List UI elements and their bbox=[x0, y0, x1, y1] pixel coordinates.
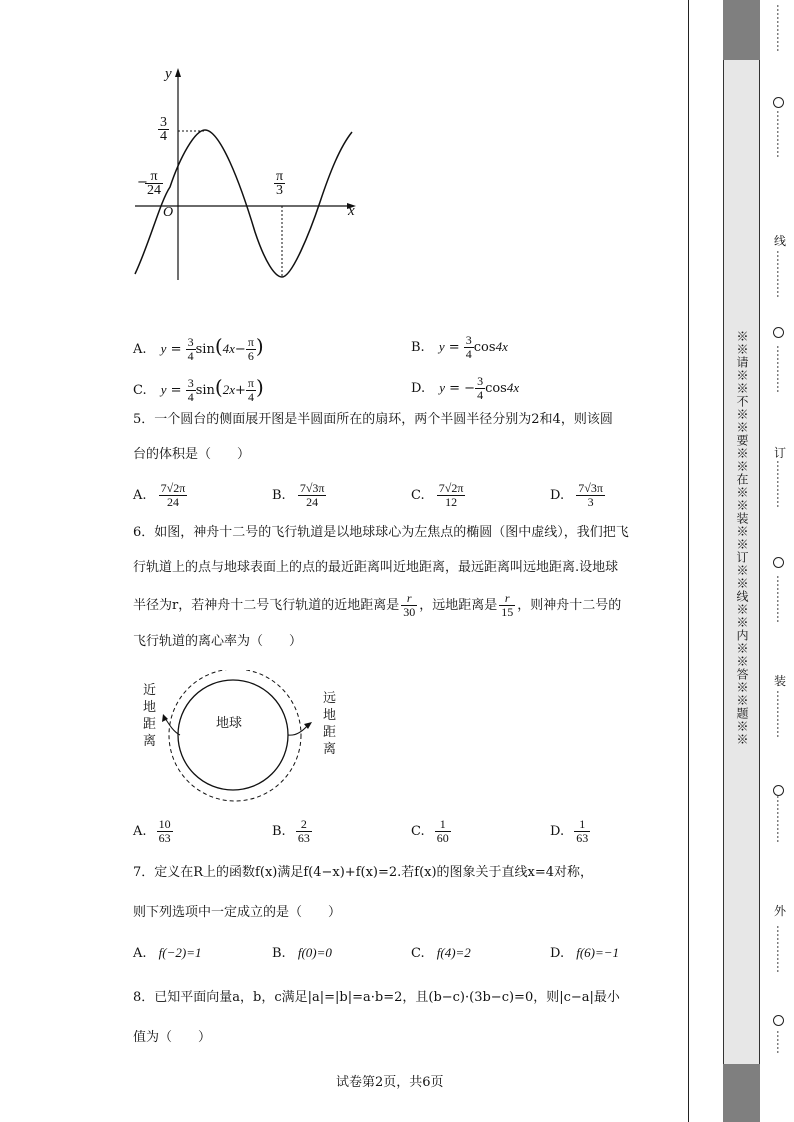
q7-line2: 则下列选项中一定成立的是（ ） bbox=[133, 905, 342, 920]
page-footer: 试卷第2页，共6页 bbox=[336, 1075, 444, 1090]
q7-line1: 7．定义在R上的函数f(x)满足f(4−x)+f(x)=2.若f(x)的图象关于直线x=4对称， bbox=[133, 865, 594, 880]
q4-option-a[interactable]: A. y = $\frac{3}{4}$ sin(4x− $\frac{\pi}{6}$ ) bbox=[133, 334, 264, 363]
q7-option-a[interactable]: A. f(−2)=1 bbox=[133, 945, 202, 961]
q6-line1: 6．如图，神舟十二号的飞行轨道是以地球球心为左焦点的椭圆（图中虚线），我们把飞 bbox=[133, 525, 629, 540]
binding-mark-bind: 装 bbox=[774, 674, 787, 688]
binding-border bbox=[688, 0, 689, 1122]
q5-option-c[interactable]: C. $\frac{7√2\pi}{12}$ bbox=[411, 481, 464, 509]
far-arrow bbox=[288, 725, 308, 735]
q6-line3: 半径为r，若神舟十二号飞行轨道的近地距离是 $\frac{r}{30}$ ，远地距离是 $\frac{r}{15}$ ，则神舟十二号的 bbox=[133, 591, 622, 619]
q8-line1: 8．已知平面向量a，b，c满足|a|=|b|=a·b=2，且(b−c)·(3b−c)=0，则|c−a|最小 bbox=[133, 990, 620, 1005]
binding-ring-1 bbox=[773, 97, 784, 108]
q6-line4: 飞行轨道的离心率为（ ） bbox=[133, 634, 303, 649]
q7-option-d[interactable]: D. f(6)=−1 bbox=[550, 945, 620, 961]
x-axis-label: x bbox=[348, 203, 355, 219]
sine-curve bbox=[135, 130, 352, 277]
origin-label: O bbox=[163, 205, 174, 220]
orbit-diagram bbox=[130, 670, 350, 810]
q7-option-b[interactable]: B. f(0)=0 bbox=[272, 945, 332, 961]
binding-dots: ………… ………… ………… ………… ………… ………… ………… ………… ………… …… bbox=[774, 4, 788, 1054]
near-distance-label: 近地距离 bbox=[143, 683, 157, 749]
q5-option-d[interactable]: D. $\frac{7√3\pi}{3}$ bbox=[550, 481, 603, 509]
binding-mark-outer: 外 bbox=[774, 904, 787, 918]
q5-line1: 5．一个圆台的侧面展开图是半圆面所在的扇环，两个半圆半径分别为2和4，则该圆 bbox=[133, 412, 613, 427]
q6-option-a[interactable]: A. $\frac{10}{63}$ bbox=[133, 817, 171, 845]
earth-label: 地球 bbox=[216, 716, 243, 731]
q8-line2: 值为（ ） bbox=[133, 1030, 212, 1045]
neg-tick-sign: − bbox=[137, 175, 148, 190]
orbit-ellipse bbox=[169, 670, 301, 801]
binding-top-block bbox=[723, 0, 760, 60]
q7-option-c[interactable]: C. f(4)=2 bbox=[411, 945, 471, 961]
binding-ring-5 bbox=[773, 1015, 784, 1026]
binding-ring-4 bbox=[773, 785, 784, 796]
pi-3-label: $\frac{\pi}{3}$ bbox=[276, 169, 284, 198]
binding-ring-3 bbox=[773, 557, 784, 568]
binding-ring-2 bbox=[773, 327, 784, 338]
q4-option-b[interactable]: B. y = $\frac{3}{4}$ cos4x bbox=[411, 333, 508, 361]
q6-line2: 行轨道上的点与地球表面上的点的最近距离叫近地距离，最远距离叫远地距离.设地球 bbox=[133, 560, 619, 575]
q6-option-b[interactable]: B. $\frac{2}{63}$ bbox=[272, 817, 310, 845]
q4-option-d[interactable]: D. y = − $\frac{3}{4}$ cos4x bbox=[411, 374, 520, 402]
y-max-label: $\frac{3}{4}$ bbox=[160, 115, 167, 144]
q5-option-b[interactable]: B. $\frac{7√3\pi}{24}$ bbox=[272, 481, 325, 509]
far-distance-label: 远地距离 bbox=[323, 691, 337, 757]
q5-option-a[interactable]: A. $\frac{7√2\pi}{24}$ bbox=[133, 481, 186, 509]
earth-circle bbox=[178, 680, 288, 790]
binding-mark-line: 线 bbox=[774, 234, 787, 248]
y-axis-label: y bbox=[165, 66, 172, 82]
q6-option-c[interactable]: C. $\frac{1}{60}$ bbox=[411, 817, 449, 845]
binding-warning: ※※请※※不※※要※※在※※装※※订※※线※※内※※答※※题※※ bbox=[735, 330, 749, 746]
q4-option-c[interactable]: C. y = $\frac{3}{4}$ sin(2x+ $\frac{\pi}{4}$ ) bbox=[133, 375, 264, 404]
binding-bottom-block bbox=[723, 1064, 760, 1122]
binding-mark-order: 订 bbox=[774, 446, 787, 460]
neg-pi-24-label: $\frac{\pi}{24}$ bbox=[147, 169, 161, 198]
q6-option-d[interactable]: D. $\frac{1}{63}$ bbox=[550, 817, 589, 845]
q5-line2: 台的体积是（ ） bbox=[133, 447, 251, 462]
